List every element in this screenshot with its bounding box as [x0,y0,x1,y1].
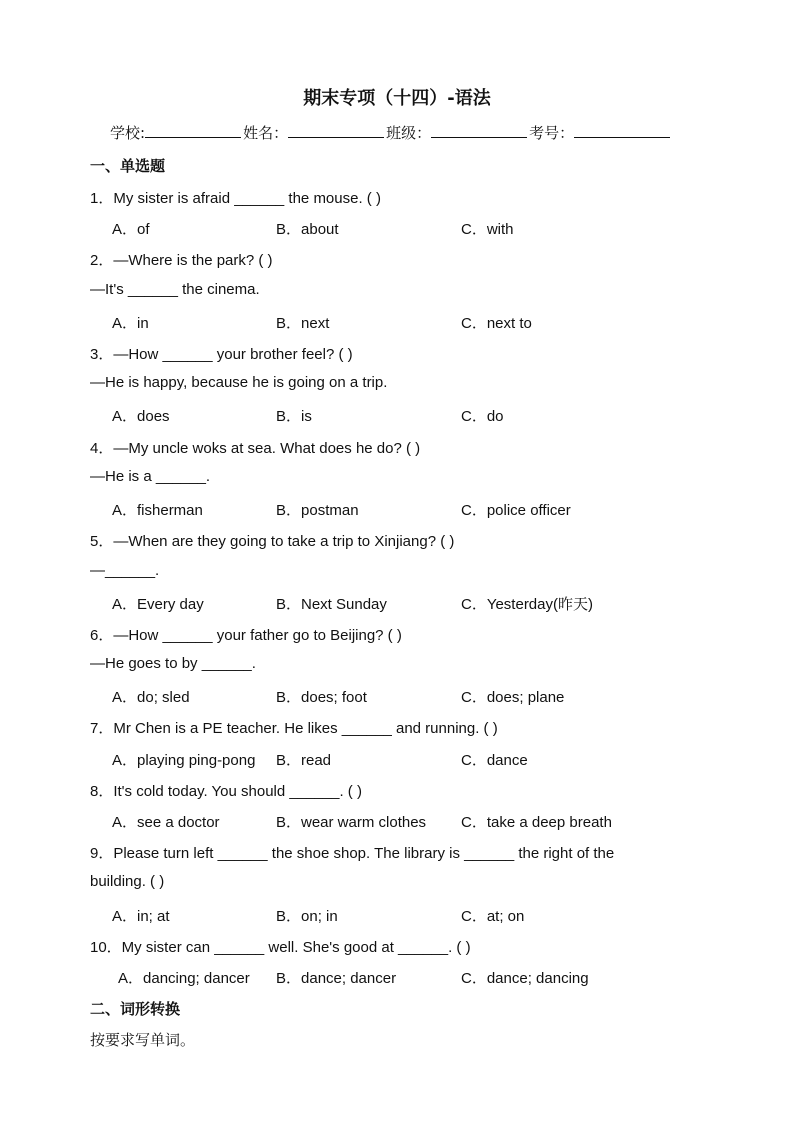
question-7-option-c[interactable]: C．dance [461,752,528,769]
question-5-stem-line2: —______. [90,562,160,579]
number-blank[interactable] [574,123,670,138]
question-4-stem: 4．—My uncle woks at sea. What does he do? ( ) [90,440,421,457]
question-4-stem-line2: —He is a ______. [90,468,211,485]
question-9-stem: 9．Please turn left ______ the shoe shop. The library is ______ the right of the [90,845,615,862]
question-5-stem: 5．—When are they going to take a trip to Xinjiang? ( ) [90,533,455,550]
student-info-row [110,122,672,143]
question-1-option-a[interactable]: A．of [112,221,150,238]
school-label: 学校: [110,124,146,142]
question-2-option-a[interactable]: A．in [112,315,149,332]
question-10-option-b[interactable]: B．dance; dancer [276,970,397,987]
question-2-option-c[interactable]: C．next to [461,315,532,332]
question-8-option-b[interactable]: B．wear warm clothes [276,814,427,831]
question-6-stem: 6．—How ______ your father go to Beijing? ( ) [90,627,402,644]
question-9-option-c[interactable]: C．at; on [461,908,525,925]
page-title: 期末专项（十四）-语法 [303,88,491,109]
question-6-option-b[interactable]: B．does; foot [276,689,367,706]
question-2-option-b[interactable]: B．next [276,315,330,332]
question-5-option-a[interactable]: A．Every day [112,596,204,613]
question-9-option-a[interactable]: A．in; at [112,908,170,925]
question-3-option-c[interactable]: C．do [461,408,504,425]
number-label: 考号： [529,124,575,142]
question-6-stem-line2: —He goes to by ______. [90,655,256,672]
question-5-option-b[interactable]: B．Next Sunday [276,596,387,613]
name-label: 姓名： [243,124,289,142]
class-label: 班级： [386,124,432,142]
question-6-option-a[interactable]: A．do; sled [112,689,190,706]
question-4-option-a[interactable]: A．fisherman [112,502,203,519]
question-10-option-a[interactable]: A．dancing; dancer [118,970,250,987]
question-3-stem: 3．—How ______ your brother feel? ( ) [90,346,353,363]
section-heading-word-forms: 二、词形转换 [90,1000,181,1018]
name-blank[interactable] [288,123,384,138]
class-blank[interactable] [431,123,527,138]
question-4-option-c[interactable]: C．police officer [461,502,571,519]
question-8-option-c[interactable]: C．take a deep breath [461,814,612,831]
question-2-stem-line2: —It's ______ the cinema. [90,281,260,298]
section-2-instruction: 按要求写单词。 [90,1031,196,1049]
question-7-option-a[interactable]: A．playing ping-pong [112,752,256,769]
question-3-option-a[interactable]: A．does [112,408,170,425]
question-10-stem: 10．My sister can ______ well. She's good at ______. ( ) [90,939,471,956]
question-10-option-c[interactable]: C．dance; dancing [461,970,589,987]
question-2-stem: 2．—Where is the park? ( ) [90,252,273,269]
question-4-option-b[interactable]: B．postman [276,502,359,519]
question-9-stem-line2: building. ( ) [90,873,165,890]
question-7-stem: 7．Mr Chen is a PE teacher. He likes ______ and running. ( ) [90,720,498,737]
question-3-stem-line2: —He is happy, because he is going on a trip. [90,374,388,391]
school-blank[interactable] [145,123,241,138]
question-3-option-b[interactable]: B．is [276,408,312,425]
question-7-option-b[interactable]: B．read [276,752,332,769]
question-6-option-c[interactable]: C．does; plane [461,689,565,706]
section-heading-single-choice: 一、单选题 [90,157,166,175]
question-5-option-c[interactable]: C．Yesterday(昨天) [461,596,593,613]
question-1-option-b[interactable]: B．about [276,221,339,238]
question-9-option-b[interactable]: B．on; in [276,908,338,925]
question-8-option-a[interactable]: A．see a doctor [112,814,220,831]
question-1-stem: 1．My sister is afraid ______ the mouse. ( ) [90,190,381,207]
question-8-stem: 8．It's cold today. You should ______. ( ) [90,783,362,800]
question-1-option-c[interactable]: C．with [461,221,514,238]
